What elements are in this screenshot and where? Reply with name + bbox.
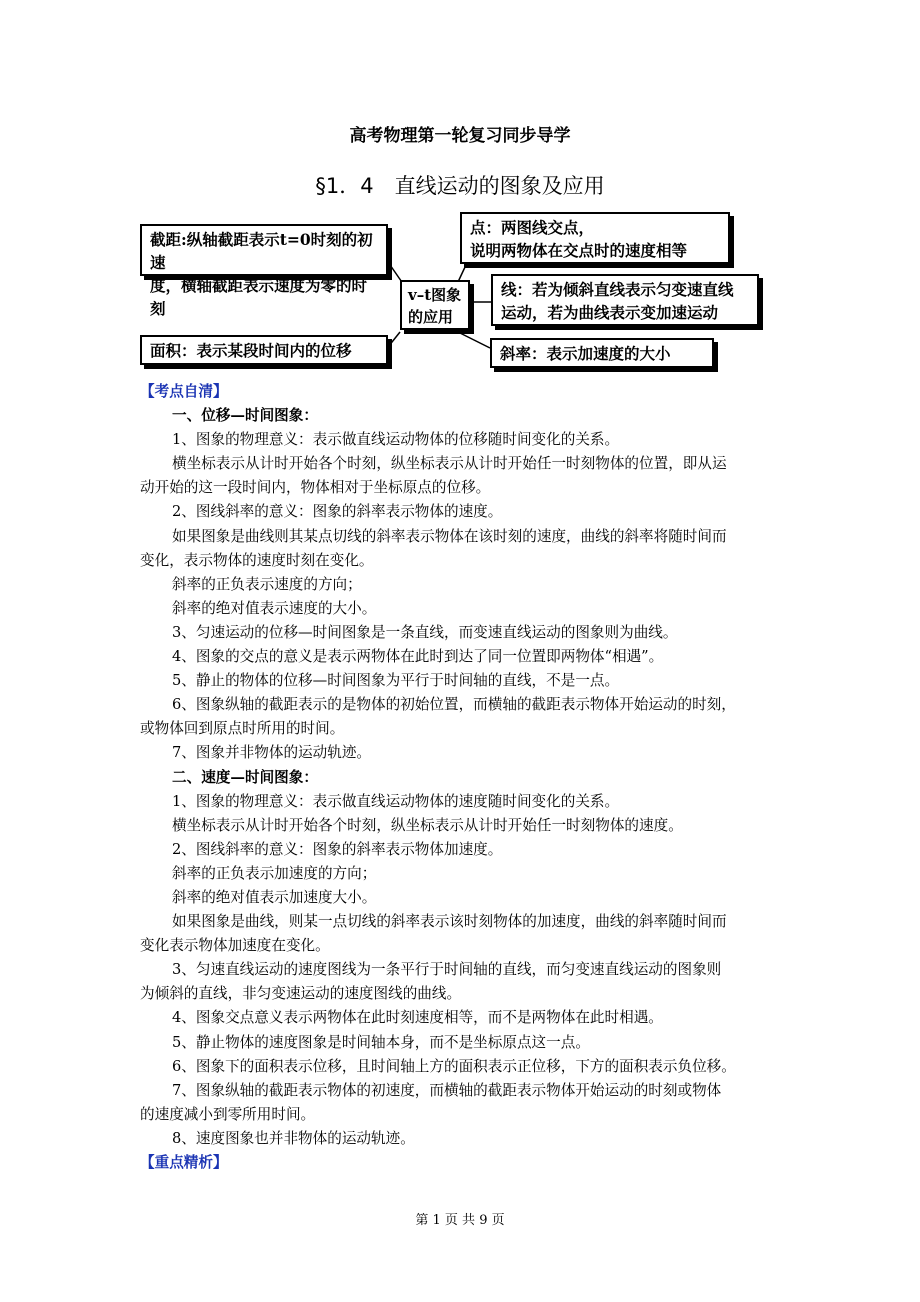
s2-line: 如果图象是曲线，则某一点切线的斜率表示该时刻物体的加速度，曲线的斜率随时间而 <box>172 913 727 931</box>
slope-text: 斜率：表示加速度的大小 <box>500 344 671 363</box>
page-footer: 第 1 页 共 9 页 <box>415 1213 505 1228</box>
center-text-2: 的应用 <box>408 308 454 326</box>
slope-box <box>490 338 714 368</box>
s2-line: 6、图象下的面积表示位移，且时间轴上方的面积表示正位移，下方的面积表示负位移。 <box>172 1057 736 1075</box>
s1-line: 2、图线斜率的意义：图象的斜率表示物体的速度。 <box>172 503 503 521</box>
s1-line: 斜率的绝对值表示速度的大小。 <box>172 599 377 617</box>
s2-line: 斜率的绝对值表示加速度大小。 <box>172 888 377 906</box>
s1-line: 4、图象的交点的意义是表示两物体在此时到达了同一位置即两物体“相遇”。 <box>172 648 664 666</box>
document-body <box>140 380 790 1175</box>
s2-line: 8、速度图象也并非物体的运动轨迹。 <box>172 1129 415 1147</box>
s1-line: 3、匀速运动的位移—时间图象是一条直线，而变速直线运动的图象则为曲线。 <box>172 623 678 641</box>
s2-line: 为倾斜的直线，非匀变速运动的速度图线的曲线。 <box>140 985 462 1003</box>
s1-line: 变化，表示物体的速度时刻在变化。 <box>140 551 374 569</box>
s2-line: 7、图象纵轴的截距表示物体的初速度，而横轴的截距表示物体开始运动的时刻或物体 <box>172 1081 722 1099</box>
s1-title: 一、位移—时间图象： <box>172 407 318 425</box>
s1-line: 1、图象的物理意义：表示做直线运动物体的位移随时间变化的关系。 <box>172 431 620 449</box>
connector-slope <box>458 332 490 348</box>
vt-center-box <box>400 280 470 330</box>
point-box <box>460 212 730 264</box>
line-text-2: 运动，若为曲线表示变加速运动 <box>501 303 719 322</box>
s1-line: 如果图象是曲线则其某点切线的斜率表示物体在该时刻的速度，曲线的斜率将随时间而 <box>172 527 727 545</box>
s1-line: 6、图象纵轴的截距表示的是物体的初始位置，而横轴的截距表示物体开始运动的时刻， <box>172 696 736 714</box>
document-title: 高考物理第一轮复习同步导学 <box>349 126 571 146</box>
s2-title: 二、速度—时间图象： <box>172 768 318 786</box>
area-box <box>140 335 388 365</box>
s1-line: 动开始的这一段时间内，物体相对于坐标原点的位移。 <box>140 479 491 497</box>
s1-line: 5、静止的物体的位移—时间图象为平行于时间轴的直线，不是一点。 <box>172 672 620 690</box>
s1-line: 横坐标表示从计时开始各个时刻，纵坐标表示从计时开始任一时刻物体的位置，即从运 <box>172 455 727 473</box>
intercept-text-2: 度，横轴截距表示速度为零的时刻 <box>150 276 368 318</box>
s1-line: 斜率的正负表示速度的方向； <box>172 575 362 593</box>
s2-line: 4、图象交点意义表示两物体在此时刻速度相等，而不是两物体在此时相遇。 <box>172 1009 663 1027</box>
connector-area <box>388 332 400 347</box>
intercept-box <box>140 224 388 318</box>
s2-line: 斜率的正负表示加速度的方向； <box>172 864 377 882</box>
intercept-text-1: 截距:纵轴截距表示t=0时刻的初速 <box>150 230 373 272</box>
line-text-1: 线：若为倾斜直线表示匀变速直线 <box>501 280 734 299</box>
area-text: 面积：表示某段时间内的位移 <box>150 341 352 360</box>
s2-line: 3、匀速直线运动的速度图线为一条平行于时间轴的直线，而匀变速直线运动的图象则 <box>172 961 722 979</box>
center-text-1: v–t图象 <box>408 286 462 304</box>
s2-line: 2、图线斜率的意义：图象的斜率表示物体加速度。 <box>172 840 503 858</box>
point-text-1: 点：两图线交点， <box>470 218 595 237</box>
kaodian-heading: 【考点自清】 <box>140 383 228 400</box>
section-title: §1．4 直线运动的图象及应用 <box>315 174 605 198</box>
zhongdian-heading: 【重点精析】 <box>140 1154 228 1171</box>
s2-line: 横坐标表示从计时开始各个时刻，纵坐标表示从计时开始任一时刻物体的速度。 <box>172 816 683 834</box>
s1-line: 或物体回到原点时所用的时间。 <box>140 720 345 738</box>
s2-line: 5、静止物体的速度图象是时间轴本身，而不是坐标原点这一点。 <box>172 1033 590 1051</box>
line-box <box>491 274 759 326</box>
s2-line: 变化表示物体加速度在变化。 <box>140 937 330 955</box>
s2-line: 的速度减小到零所用时间。 <box>140 1105 316 1123</box>
s1-line: 7、图象并非物体的运动轨迹。 <box>172 744 372 762</box>
vt-concept-diagram <box>138 210 778 372</box>
point-text-2: 说明两物体在交点时的速度相等 <box>470 241 688 260</box>
s2-line: 1、图象的物理意义：表示做直线运动物体的速度随时间变化的关系。 <box>172 792 620 810</box>
